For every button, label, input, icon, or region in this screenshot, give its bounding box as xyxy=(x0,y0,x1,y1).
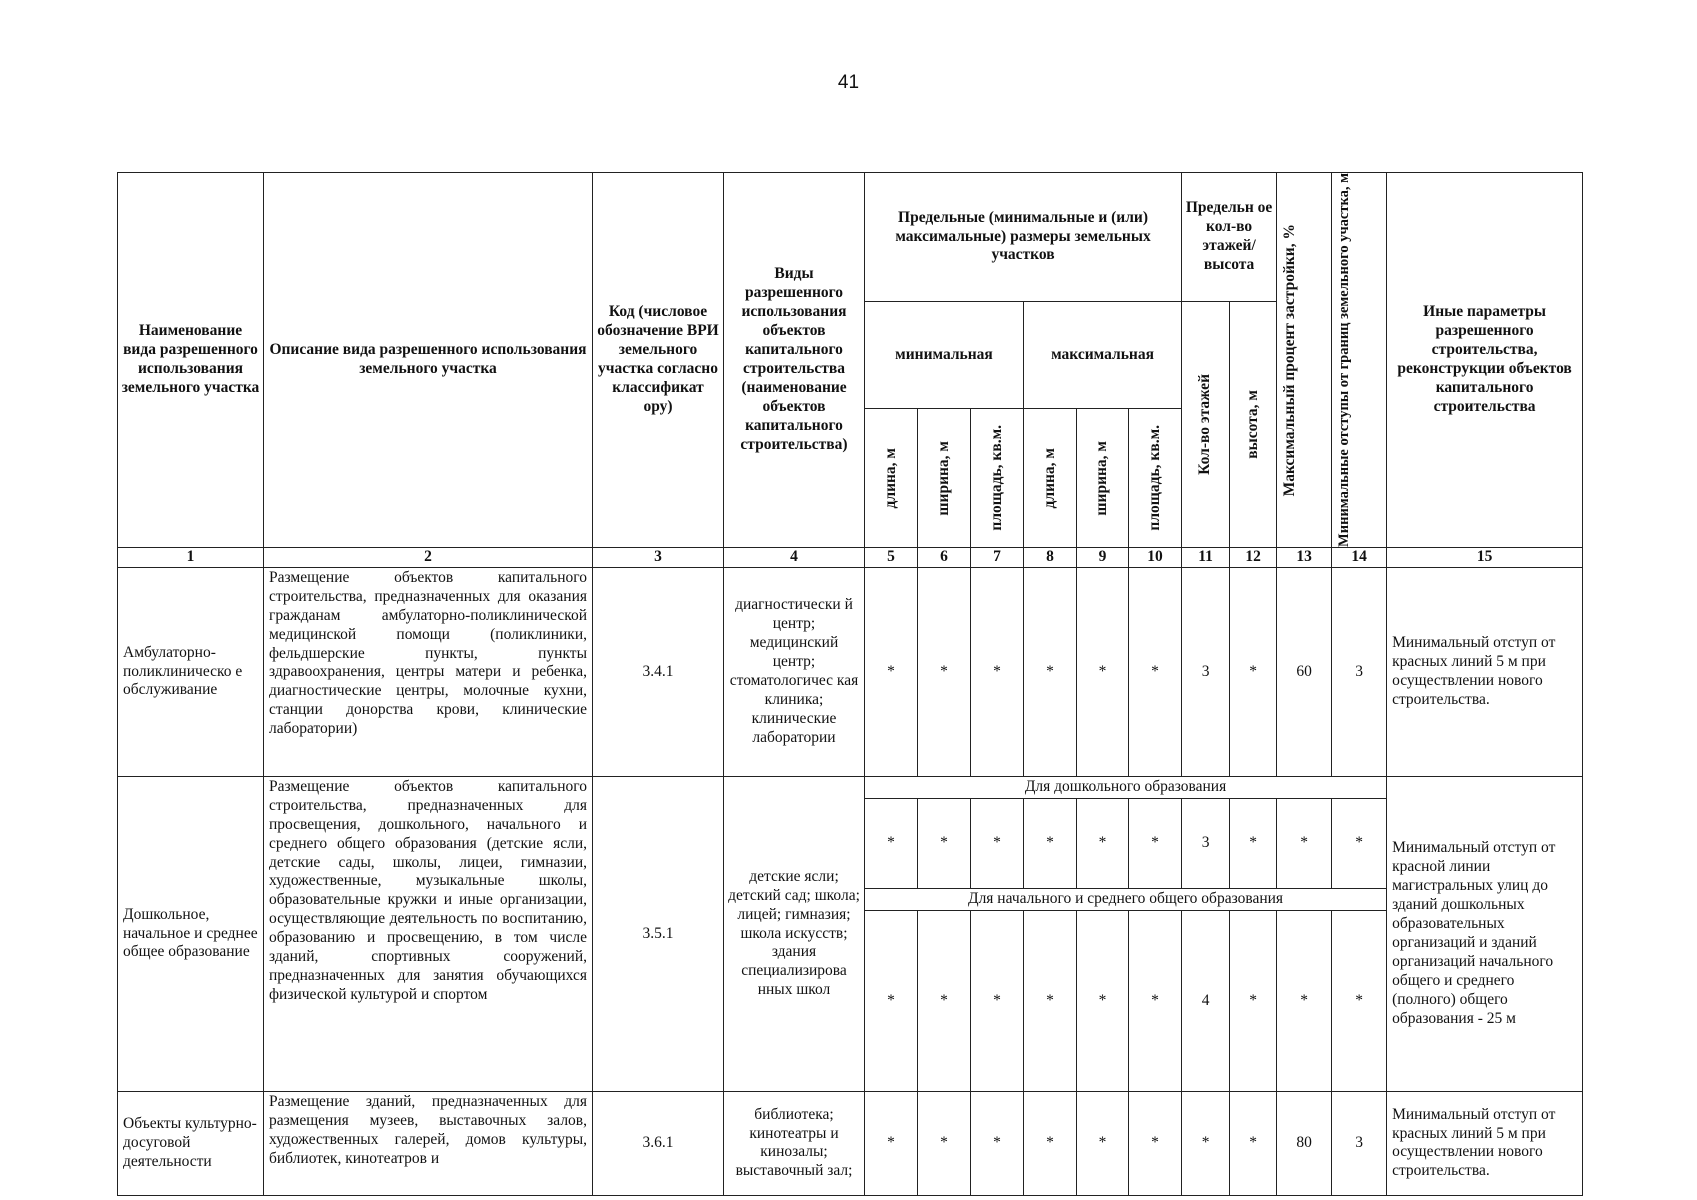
page-number: 41 xyxy=(837,72,860,93)
cell-value: * xyxy=(918,1091,971,1195)
column-number: 10 xyxy=(1129,547,1182,567)
cell-value: * xyxy=(1077,1091,1129,1195)
row-code: 3.5.1 xyxy=(593,776,724,1091)
cell-value: 3 xyxy=(1332,1091,1387,1195)
header-c6: ширина, м xyxy=(918,408,971,547)
cell-value: * xyxy=(1129,798,1182,888)
cell-value: * xyxy=(1277,910,1332,1091)
table-row xyxy=(118,776,1583,798)
table-row xyxy=(118,567,1583,776)
column-number: 11 xyxy=(1182,547,1230,567)
header-c14: Минимальные отступы от границ земельного участка, м xyxy=(1332,173,1387,548)
column-number: 1 xyxy=(118,547,264,567)
row-kinds: диагностически й центр; медицинский центр; стоматологичес кая клиника; клинические лаборатории xyxy=(724,567,865,776)
header-maximal: максимальная xyxy=(1024,302,1182,409)
cell-value: * xyxy=(1230,910,1277,1091)
cell-value: * xyxy=(1077,910,1129,1091)
table-row xyxy=(118,1091,1583,1195)
cell-value: * xyxy=(1024,910,1077,1091)
header-c9: ширина, м xyxy=(1077,408,1129,547)
row-other-params: Минимальный отступ от красных линий 5 м при осуществлении нового строительства. xyxy=(1387,567,1583,776)
header-plot-sizes: Предельные (минимальные и (или) максимальные) размеры земельных участков xyxy=(865,173,1182,302)
cell-value: * xyxy=(1024,798,1077,888)
column-number: 8 xyxy=(1024,547,1077,567)
cell-value: * xyxy=(971,567,1024,776)
header-floors-height: Предельн ое кол-во этажей/ высота xyxy=(1182,173,1277,302)
cell-value: * xyxy=(1332,798,1387,888)
header-c10: площадь, кв.м. xyxy=(1129,408,1182,547)
header-c11: Кол-во этажей xyxy=(1182,302,1230,548)
cell-value: * xyxy=(865,1091,918,1195)
cell-value: * xyxy=(971,798,1024,888)
header-c12: высота, м xyxy=(1230,302,1277,548)
row-other-params: Минимальный отступ от красных линий 5 м при осуществлении нового строительства. xyxy=(1387,1091,1583,1195)
cell-value: * xyxy=(1129,910,1182,1091)
cell-value: * xyxy=(1230,1091,1277,1195)
cell-value: * xyxy=(865,567,918,776)
row-code: 3.4.1 xyxy=(593,567,724,776)
row-name: Объекты культурно-досуговой деятельности xyxy=(118,1091,264,1195)
cell-value: 3 xyxy=(1182,567,1230,776)
row-other-params: Минимальный отступ от красной линии магистральных улиц до зданий дошкольных образовательных организаций и зданий организаций начального общего и среднего (полного) общего образования - 25 м xyxy=(1387,776,1583,1091)
cell-value: * xyxy=(918,798,971,888)
header-row-1 xyxy=(118,173,1583,302)
header-code: Код (числовое обозначение ВРИ земельного участка согласно классификат ору) xyxy=(593,173,724,548)
cell-value: * xyxy=(918,567,971,776)
header-description: Описание вида разрешенного использования земельного участка xyxy=(264,173,593,548)
cell-value: * xyxy=(971,910,1024,1091)
cell-value: * xyxy=(1230,567,1277,776)
column-number: 3 xyxy=(593,547,724,567)
row-description: Размещение объектов капитального строительства, предназначенных для оказания гражданам амбулаторно-поликлинической медицинской помощи (поликлиники, фельдшерские пункты, пункты здравоохранения, центры матери и ребенка, диагностические центры, молочные кухни, станции донорства крови, клинические лаборатории) xyxy=(264,567,593,776)
header-kinds: Виды разрешенного использования объектов капитального строительства (наименование объектов капитального строительства) xyxy=(724,173,865,548)
cell-value: * xyxy=(1277,798,1332,888)
cell-value: * xyxy=(865,798,918,888)
column-number: 14 xyxy=(1332,547,1387,567)
row-description: Размещение зданий, предназначенных для размещения музеев, выставочных залов, художественных галерей, домов культуры, библиотек, кинотеатров и xyxy=(264,1091,593,1195)
cell-value: 80 xyxy=(1277,1091,1332,1195)
cell-value: 3 xyxy=(1182,798,1230,888)
column-number: 6 xyxy=(918,547,971,567)
cell-value: 60 xyxy=(1277,567,1332,776)
cell-value: * xyxy=(1129,1091,1182,1195)
header-c7: площадь, кв.м. xyxy=(971,408,1024,547)
row-kinds: детские ясли; детский сад; школа; лицей; гимназия; школа искусств; здания специализирова нных школ xyxy=(724,776,865,1091)
header-c8: длина, м xyxy=(1024,408,1077,547)
cell-value: * xyxy=(1129,567,1182,776)
column-number: 9 xyxy=(1077,547,1129,567)
header-name: Наименование вида разрешенного использования земельного участка xyxy=(118,173,264,548)
row-name: Дошкольное, начальное и среднее общее образование xyxy=(118,776,264,1091)
header-c5: длина, м xyxy=(865,408,918,547)
cell-value: 3 xyxy=(1332,567,1387,776)
column-number: 7 xyxy=(971,547,1024,567)
cell-value: * xyxy=(1024,1091,1077,1195)
cell-value: * xyxy=(1182,1091,1230,1195)
column-number: 4 xyxy=(724,547,865,567)
header-c13: Максимальный процент застройки, % xyxy=(1277,173,1332,548)
cell-value: 4 xyxy=(1182,910,1230,1091)
row-name: Амбулаторно-поликлиническо е обслуживание xyxy=(118,567,264,776)
cell-value: * xyxy=(1077,798,1129,888)
band-primary-secondary: Для начального и среднего общего образования xyxy=(865,888,1387,910)
zoning-parameters-table xyxy=(117,172,1583,1196)
cell-value: * xyxy=(865,910,918,1091)
column-number: 5 xyxy=(865,547,918,567)
cell-value: * xyxy=(1332,910,1387,1091)
row-description: Размещение объектов капитального строительства, предназначенных для просвещения, дошкольного, начального и среднего общего образования (детские ясли, детские сады, школы, лицеи, гимназии, художественные, музыкальные школы, образовательные кружки и иные организации, осуществляющие деятельность по воспитанию, образованию и просвещению, в том числе зданий, спортивных сооружений, предназначенных для занятия обучающихся физической культурой и спортом xyxy=(264,776,593,1091)
header-minimal: минимальная xyxy=(865,302,1024,409)
column-numbers-row xyxy=(118,547,1583,567)
row-kinds: библиотека; кинотеатры и кинозалы; выставочный зал; xyxy=(724,1091,865,1195)
cell-value: * xyxy=(1077,567,1129,776)
band-preschool: Для дошкольного образования xyxy=(865,776,1387,798)
cell-value: * xyxy=(918,910,971,1091)
cell-value: * xyxy=(971,1091,1024,1195)
header-other-params: Иные параметры разрешенного строительства, реконструкции объектов капитального строительства xyxy=(1387,173,1583,548)
column-number: 13 xyxy=(1277,547,1332,567)
column-number: 12 xyxy=(1230,547,1277,567)
column-number: 15 xyxy=(1387,547,1583,567)
cell-value: * xyxy=(1230,798,1277,888)
column-number: 2 xyxy=(264,547,593,567)
cell-value: * xyxy=(1024,567,1077,776)
row-code: 3.6.1 xyxy=(593,1091,724,1195)
